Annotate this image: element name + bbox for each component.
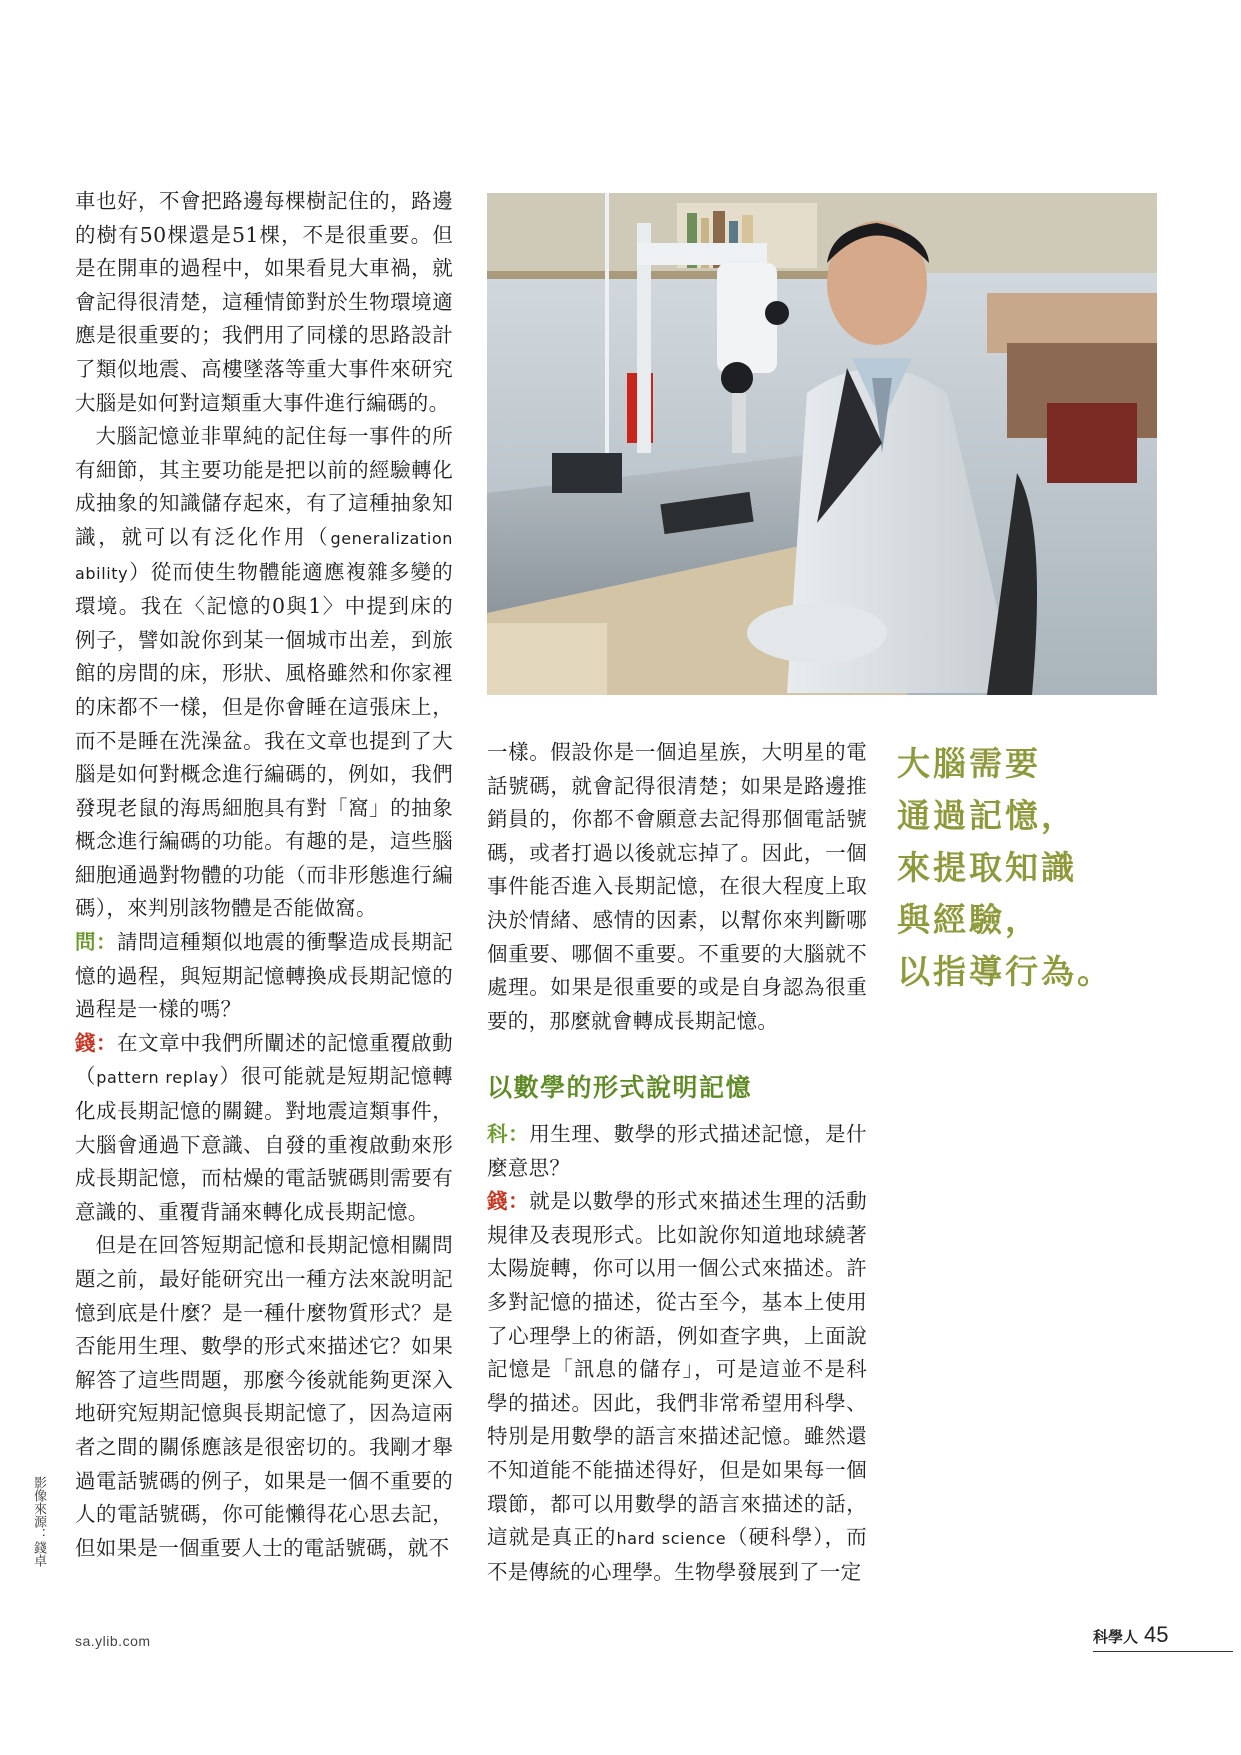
speaker-label: 科： — [487, 1122, 530, 1146]
answer-text: （硬科學），而不是傳統的心理學。生物學發展到了一定 — [487, 1525, 867, 1584]
pull-quote — [897, 738, 1197, 998]
speaker-label: 錢： — [75, 1030, 118, 1055]
pull-quote-line: 通過記憶， — [897, 796, 1077, 835]
paragraph: 一樣。假設你是一個追星族，大明星的電話號碼，就會記得很清楚；如果是路邊推銷員的，你都不會願意去記得那個電話號碼，或者打過以後就忘掉了。因此，一個事件能否進入長期記憶，在很大程度上取決於情緒、感情的因素，以幫你來判斷哪個重要、哪個不重要。不重要的大腦就不處理。如果是很重要的或是自身認為很重要的，那麼就會轉成長期記憶。 — [487, 740, 867, 1033]
question — [75, 926, 453, 1027]
question — [487, 1118, 867, 1185]
speaker-label: 問： — [75, 930, 118, 955]
page-number: 45 — [1144, 1622, 1169, 1647]
question-text: 請問這種類似地震的衝擊造成長期記憶的過程，與短期記憶轉換成長期記憶的過程是一樣的嗎？ — [75, 930, 453, 1022]
pull-quote-line: 與經驗， — [897, 900, 1041, 939]
speaker-label: 錢： — [487, 1189, 530, 1214]
latin-term: hard science — [616, 1529, 727, 1549]
answer — [487, 1185, 867, 1589]
paragraph: 但是在回答短期記憶和長期記憶相關問題之前，最好能研究出一種方法來說明記憶到底是什麼？是一種什麼物質形式？是否能用生理、數學的形式來描述它？如果解答了這些問題，那麼今後就能夠更深入地研究短期記憶與長期記憶了，因為這兩者之間的關係應該是很密切的。我剛才舉過電話號碼的例子，如果是一個不重要的人的電話號碼，你可能懶得花心思去記，但如果是一個重要人士的電話號碼，就不 — [75, 1233, 453, 1560]
text-column-left — [75, 185, 453, 1565]
footer-page-info — [1093, 1622, 1169, 1648]
latin-term: generalization ability — [75, 528, 453, 583]
section-heading: 以數學的形式說明記憶 — [487, 1073, 753, 1102]
paragraph-text: 大腦記憶並非單純的記住每一事件的所有細節，其主要功能是把以前的經驗轉化成抽象的知識儲存起來，有了這種抽象知識，就可以有泛化作用（ — [75, 424, 453, 549]
answer — [75, 1027, 453, 1230]
answer-text: ）很可能就是短期記憶轉化成長期記憶的關鍵。對地震這類事件，大腦會通過下意識、自發的重複啟動來形成長期記憶，而枯燥的電話號碼則需要有意識的、重覆背誦來轉化成長期記憶。 — [75, 1064, 453, 1224]
latin-term: pattern replay — [96, 1068, 219, 1088]
paragraph: 車也好，不會把路邊每棵樹記住的，路邊的樹有50棵還是51棵，不是很重要。但是在開車的過程中，如果看見大車禍，就會記得很清楚，這種情節對於生物環境適應是很重要的；我們用了同樣的思路設計了類似地震、高樓墜落等重大事件來研究大腦是如何對這類重大事件進行編碼的。 — [75, 189, 453, 415]
footer-rule — [1093, 1651, 1233, 1652]
answer-text: 在文章中我們所闡述的記憶重覆啟動（ — [75, 1030, 453, 1089]
pull-quote-line: 大腦需要 — [897, 744, 1041, 783]
magazine-name: 科學人 — [1093, 1628, 1139, 1646]
text-column-middle-lower — [487, 1118, 867, 1589]
lab-photo — [487, 193, 1157, 695]
text-column-middle — [487, 736, 867, 1038]
image-credit: 影像來源：錢卓 — [31, 1476, 46, 1567]
question-text: 用生理、數學的形式描述記憶，是什麼意思？ — [487, 1122, 867, 1180]
paragraph — [75, 420, 453, 926]
pull-quote-line: 來提取知識 — [897, 848, 1077, 887]
paragraph-text: ）從而使生物體能適應複雜多變的環境。我在〈記憶的0與1〉中提到床的例子，譬如說你到某一個城市出差，到旅館的房間的床，形狀、風格雖然和你家裡的床都不一樣，但是你會睡在這張床上，而不是睡在洗澡盆。我在文章也提到了大腦是如何對概念進行編碼的，例如，我們發現老鼠的海馬細胞具有對「窩」的抽象概念進行編碼的功能。有趣的是，這些腦細胞通過對物體的功能（而非形態進行編碼），來判別該物體是否能做窩。 — [75, 559, 453, 921]
answer-text: 就是以數學的形式來描述生理的活動規律及表現形式。比如說你知道地球繞著太陽旋轉，你可以用一個公式來描述。許多對記憶的描述，從古至今，基本上使用了心理學上的術語，例如查字典，上面說記憶是「訊息的儲存」，可是這並不是科學的描述。因此，我們非常希望用科學、特別是用數學的語言來描述記憶。雖然還不知道能不能描述得好，但是如果每一個環節，都可以用數學的語言來描述的話，這就是真正的 — [487, 1189, 867, 1550]
pull-quote-line: 以指導行為。 — [897, 952, 1113, 991]
footer-url: sa.ylib.com — [75, 1633, 151, 1649]
